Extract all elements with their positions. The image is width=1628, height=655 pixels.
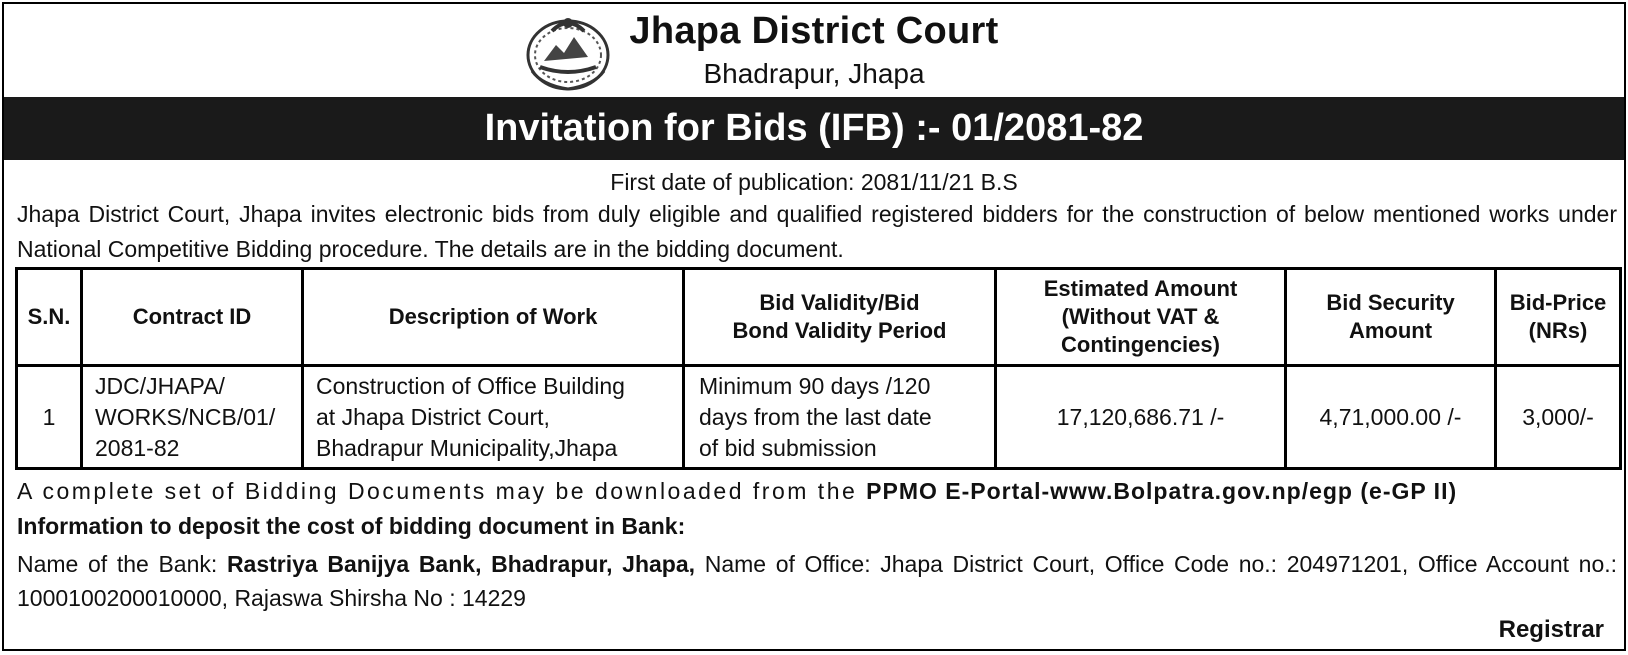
cell-contract-line: WORKS/NCB/01/ <box>95 403 276 430</box>
notice-header <box>4 4 1624 97</box>
cell-security: 4,71,000.00 /- <box>1286 366 1496 469</box>
publication-date: First date of publication: 2081/11/21 B.S <box>610 169 1018 195</box>
header-price <box>1496 269 1621 366</box>
cell-description <box>303 366 684 469</box>
header-price-line: (NRs) <box>1528 318 1588 343</box>
table-header-row <box>17 269 1621 366</box>
download-text: A complete set of Bidding Documents may be downloaded from the <box>17 478 858 504</box>
portal-link[interactable]: PPMO E-Portal-www.Bolpatra.gov.np/egp (e-GP II) <box>866 478 1458 504</box>
court-location: Bhadrapur, Jhapa <box>703 58 925 89</box>
court-name: Jhapa District Court <box>629 10 999 52</box>
bid-table <box>15 267 1622 470</box>
header-security-line: Amount <box>1348 318 1433 343</box>
intro-paragraph: Jhapa District Court, Jhapa invites electronic bids from duly eligible and qualified registered bidders for the construction of below mentioned works under National Competitive Bidding procedure. The details are in the bidding document. <box>17 201 1617 262</box>
deposit-heading: Information to deposit the cost of bidding document in Bank: <box>17 513 686 539</box>
cell-validity-line: Minimum 90 days /120 <box>699 372 931 399</box>
bank-label: Name of the Bank: <box>17 551 218 577</box>
bid-notice <box>2 2 1626 651</box>
bank-details <box>17 547 1617 615</box>
signatory: Registrar <box>1498 616 1604 643</box>
header-validity <box>684 269 996 366</box>
cell-validity-line: days from the last date <box>699 403 932 430</box>
cell-validity <box>684 366 996 469</box>
cell-contract-line: JDC/JHAPA/ <box>95 372 225 399</box>
cell-validity-line: of bid submission <box>699 434 877 461</box>
header-estimate-line: Contingencies) <box>1061 332 1220 357</box>
header-estimate-line: (Without VAT & <box>1061 304 1220 329</box>
header-security-line: Bid Security <box>1326 290 1455 315</box>
header-estimate <box>996 269 1286 366</box>
header-sn: S.N. <box>17 269 82 366</box>
cell-sn: 1 <box>17 366 82 469</box>
cell-contract-line: 2081-82 <box>95 434 180 461</box>
header-price-line: Bid-Price <box>1509 290 1607 315</box>
bank-name: Rastriya Banijya Bank, Bhadrapur, Jhapa, <box>226 551 696 577</box>
header-validity-line: Bid Validity/Bid <box>759 290 920 315</box>
cell-price: 3,000/- <box>1496 366 1621 469</box>
header-validity-line: Bond Validity Period <box>732 318 947 343</box>
cell-description-line: at Jhapa District Court, <box>316 403 550 430</box>
download-info <box>17 478 1617 505</box>
cell-estimate: 17,120,686.71 /- <box>996 366 1286 469</box>
header-description: Description of Work <box>303 269 684 366</box>
header-security <box>1286 269 1496 366</box>
cell-contract-id <box>82 366 303 469</box>
cell-description-line: Construction of Office Building <box>316 372 625 399</box>
header-contract-id: Contract ID <box>82 269 303 366</box>
ifb-title: Invitation for Bids (IFB) :- 01/2081-82 <box>4 97 1624 160</box>
table-row <box>17 366 1621 469</box>
header-estimate-line: Estimated Amount <box>1043 276 1238 301</box>
bank-office-details: Name of Office: Jhapa District Court, Office Code no.: 204971201, Office Account no.: 1000100200010000, Rajaswa Shirsha No : 14229 <box>17 551 1618 611</box>
cell-description-line: Bhadrapur Municipality,Jhapa <box>316 434 618 461</box>
